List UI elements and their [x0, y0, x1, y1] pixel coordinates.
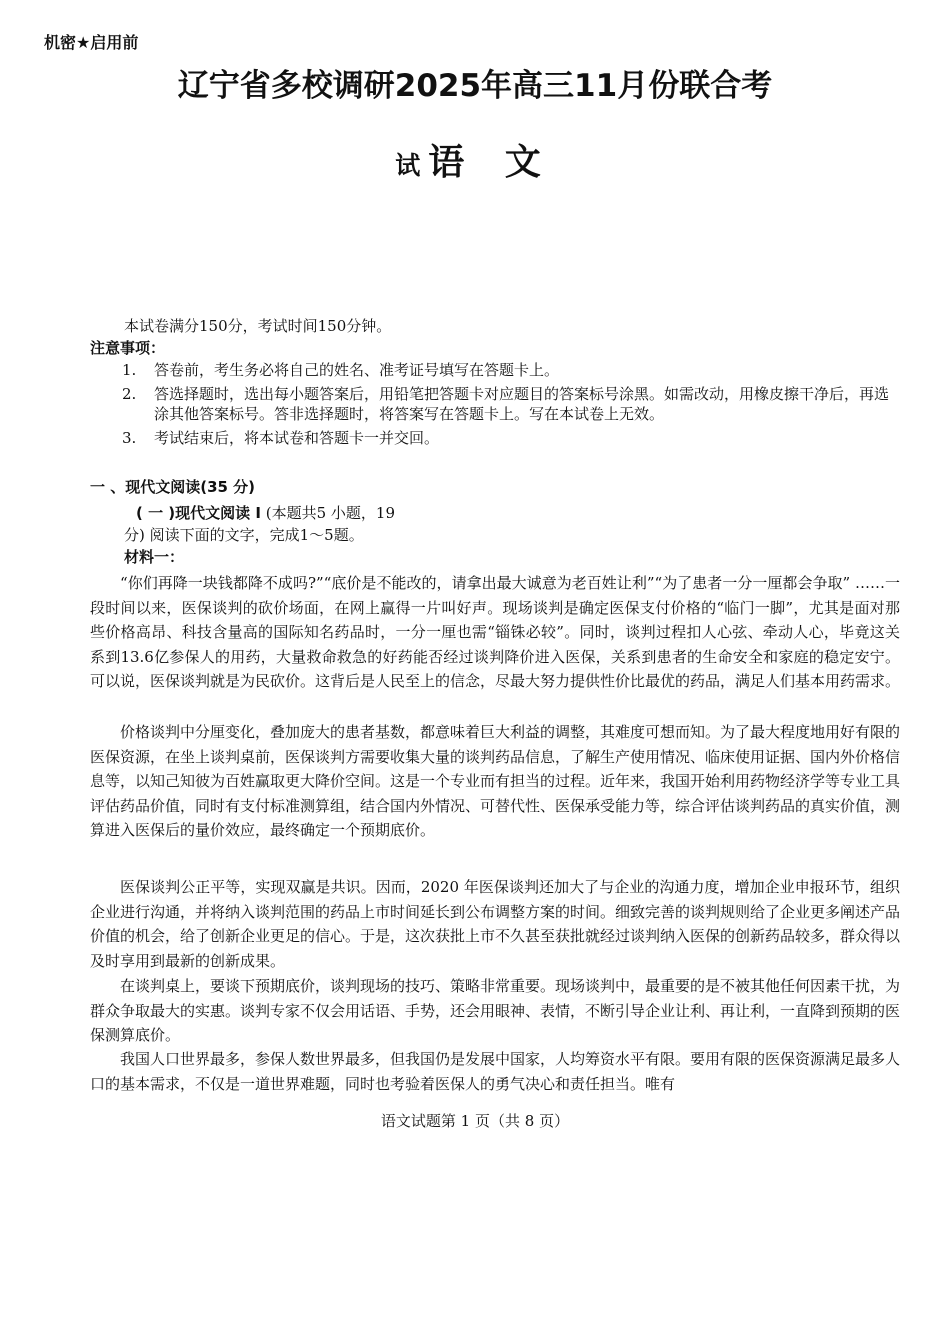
notes-heading: 注意事项： [90, 339, 166, 357]
subject-name: 语 文 [428, 142, 555, 183]
passage-paragraph: 在谈判桌上，要谈下预期底价，谈判现场的技巧、策略非常重要。现场谈判中，最重要的是不被其他任何因素干扰，为群众争取最大的实惠。谈判专家不仅会用话语、手势，还会用眼神、表情，不断引导企业让利、再让利，一直降到预期的医保测算底价。 [90, 977, 901, 1044]
subject-title [0, 134, 950, 185]
note-text: 考试结束后，将本试卷和答题卡一并交回。 [154, 429, 440, 447]
section-heading: 一 、现代文阅读(35 分) [90, 478, 256, 496]
note-number: 1. [122, 361, 137, 379]
passage-paragraph: “你们再降一块钱都降不成吗?”“底价是不能改的，请拿出最大诚意为老百姓让利”“为了患者一分一厘都会争取” ……一段时间以来，医保谈判的砍价场面，在网上赢得一片叫好声。现场谈判是确定医保支付价格的“临门一脚”，尤其是面对那些价格高昂、科技含量高的国际知名药品时，一分一厘也需“锱铢必较”。同时，谈判过程扣人心弦、牵动人心，毕竟这关系到13.6亿参保人的用药，大量救命救急的好药能否经过谈判降价进入医保，关系到患者的生命安全和家庭的稳定安宁。可以说，医保谈判就是为民砍价。这背后是人民至上的信念，尽最大努力提供性价比最优的药品，满足人们基本用药需求。 [90, 574, 901, 690]
note-text: 答卷前，考生务必将自己的姓名、准考证号填写在答题卡上。 [154, 361, 560, 379]
score-time-note: 本试卷满分150分，考试时间150分钟。 [124, 317, 392, 335]
sub-section-title: ( 一 )现代文阅读 Ⅰ [136, 504, 261, 522]
note-text: 答选择题时，选出每小题答案后，用铅笔把答题卡对应题目的答案标号涂黑。如需改动，用橡皮擦干净后，再选涂其他答案标号。答非选择题时，将答案写在答题卡上。写在本试卷上无效。 [154, 385, 890, 423]
sub-section-instructions-cont: 分) 阅读下面的文字，完成1～5题。 [124, 526, 364, 544]
passage-paragraph: 价格谈判中分厘变化，叠加庞大的患者基数，都意味着巨大利益的调整，其难度可想而知。为了最大程度地用好有限的医保资源，在坐上谈判桌前，医保谈判方需要收集大量的谈判药品信息，了解生产使用情况、临床使用证据、国内外价格信息等，以知己知彼为百姓赢取更大降价空间。这是一个专业而有担当的过程。近年来，我国开始利用药物经济学等专业工具评估药品价值，同时有支付标准测算组，结合国内外情况、可替代性、医保承受能力等，综合评估谈判药品的真实价值，测算进入医保后的量价效应，最终确定一个预期底价。 [90, 723, 901, 839]
confidential-label: 机密★启用前 [44, 33, 139, 52]
material-label: 材料一： [124, 548, 185, 566]
page-footer: 语文试题第 1 页（共 8 页） [380, 1112, 570, 1130]
passage-paragraph: 我国人口世界最多，参保人数世界最多，但我国仍是发展中国家，人均筹资水平有限。要用有限的医保资源满足最多人口的基本需求，不仅是一道世界难题，同时也考验着医保人的勇气决心和责任担当。唯有 [90, 1050, 900, 1093]
sub-section-instructions: (本题共5 小题，19 [265, 504, 396, 522]
exam-title: 辽宁省多校调研2025年高三11月份联合考 [177, 68, 773, 104]
note-number: 2. [122, 385, 137, 403]
subject-prefix: 试 [395, 151, 421, 180]
passage-paragraph: 医保谈判公正平等，实现双赢是共识。因而，2020 年医保谈判还加大了与企业的沟通力度，增加企业申报环节，组织企业进行沟通，并将纳入谈判范围的药品上市时间延长到公布调整方案的时间。细致完善的谈判规则给了企业更多阐述产品价值的机会，给了创新企业更足的信心。于是，这次获批上市不久甚至获批就经过谈判纳入医保的创新药品较多，群众得以及时享用到最新的创新成果。 [90, 878, 901, 970]
sub-section-heading [136, 502, 395, 524]
note-number: 3. [122, 429, 137, 447]
